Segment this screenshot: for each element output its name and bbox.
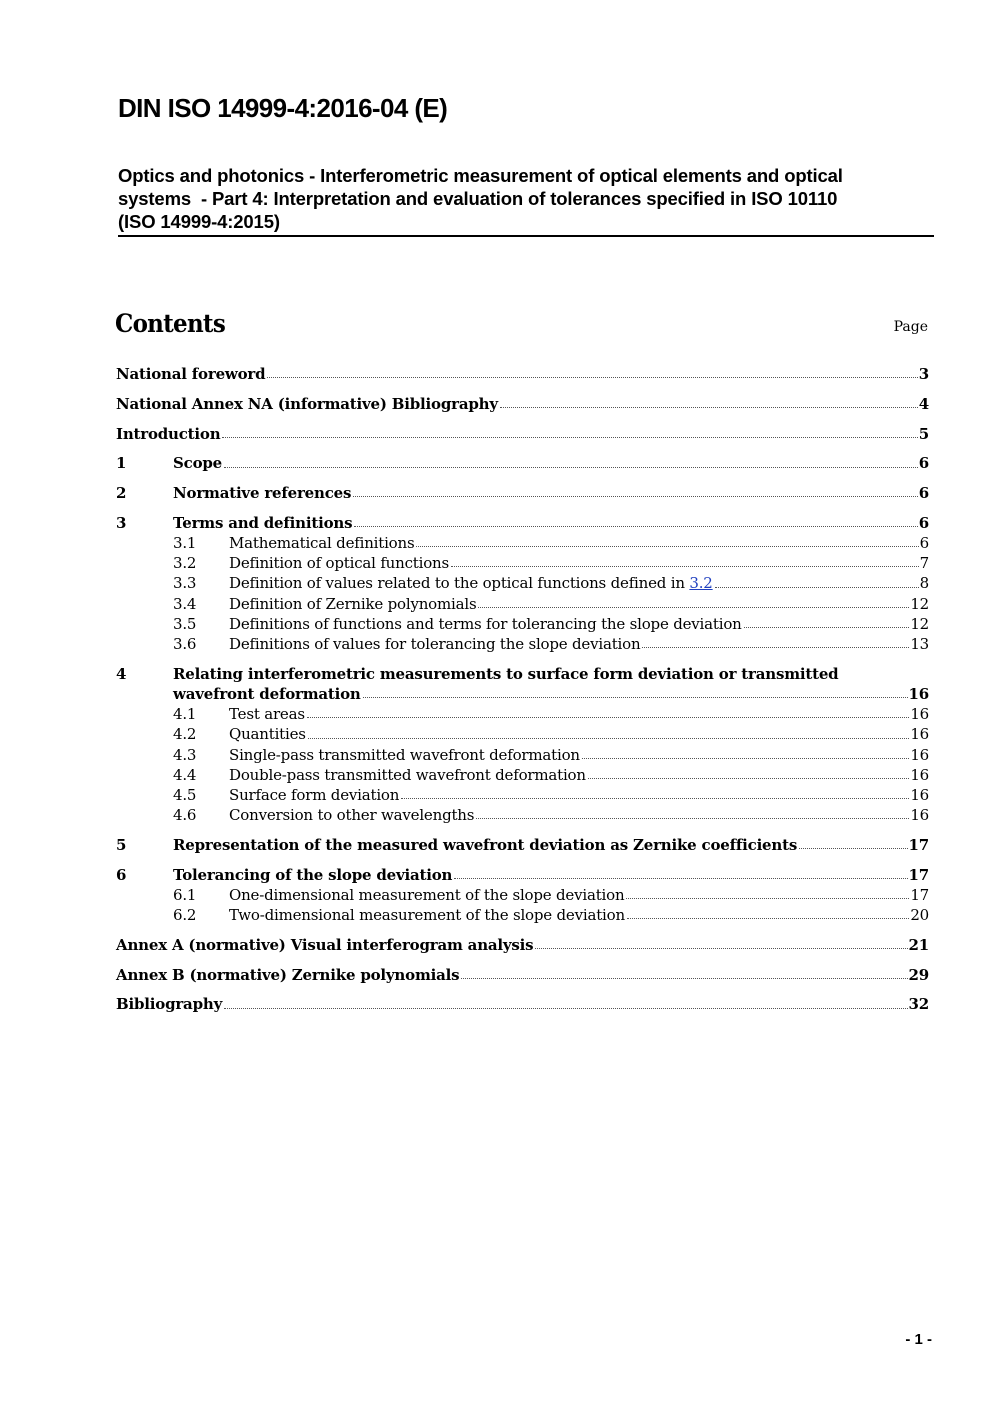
dot-leader — [224, 1008, 907, 1009]
toc-entry-3-terms-and-definitions[interactable] — [116, 513, 929, 533]
toc-entry-page: 32 — [908, 995, 929, 1014]
toc-entry-1-scope[interactable] — [116, 453, 929, 473]
toc-entry-page: 17 — [910, 885, 929, 904]
dot-leader — [715, 587, 919, 588]
dot-leader — [267, 377, 917, 378]
toc-entry-label: Definitions of values for tolerancing the slope deviation — [229, 635, 641, 654]
dot-leader — [454, 878, 907, 879]
toc-entry-label: Single-pass transmitted wavefront deformation — [229, 745, 580, 764]
dot-leader — [582, 758, 909, 759]
dot-leader — [500, 407, 918, 408]
toc-entry-3-3[interactable] — [116, 573, 929, 593]
toc-entry-label: Representation of the measured wavefront deviation as Zernike coefficients — [173, 835, 798, 854]
dot-leader — [626, 898, 909, 899]
toc-entry-page: 17 — [908, 835, 929, 854]
toc-entry-number: 1 — [116, 454, 127, 473]
toc-entry-label: Quantities — [229, 725, 306, 744]
toc-entry-4-3[interactable] — [116, 745, 929, 765]
toc-entry-bibliography[interactable] — [116, 994, 929, 1014]
document-id: DIN ISO 14999-4:2016-04 (E) — [118, 93, 448, 123]
toc-entry-page: 6 — [918, 454, 929, 473]
toc-entry-page: 21 — [908, 935, 929, 954]
toc-entry-label: Annex B (normative) Zernike polynomials — [116, 965, 460, 984]
table-of-contents — [116, 364, 929, 1015]
toc-entry-3-6[interactable] — [116, 634, 929, 654]
toc-entry-label-text: National Annex NA (informative) Bibliography — [116, 394, 498, 413]
toc-entry-number: 4.1 — [173, 705, 197, 724]
dot-leader — [535, 948, 907, 949]
toc-entry-label: Scope — [173, 454, 223, 473]
toc-entry-number: 3 — [116, 513, 127, 532]
toc-entry-label: Surface form deviation — [229, 785, 400, 804]
toc-entry-label: Bibliography — [116, 995, 223, 1014]
toc-entry-number: 4.2 — [173, 725, 197, 744]
dot-leader — [222, 437, 917, 438]
toc-entry-3-2[interactable] — [116, 553, 929, 573]
title-line-3: (ISO 14999-4:2015) — [118, 211, 280, 232]
toc-entry-label: Definitions of functions and terms for tolerancing the slope deviation — [229, 614, 742, 633]
toc-entry-label: Test areas — [229, 705, 305, 724]
toc-entry-page: 16 — [910, 705, 929, 724]
toc-entry-4-relating-measurements[interactable] — [116, 664, 929, 684]
toc-entry-annex-a[interactable] — [116, 935, 929, 955]
toc-entry-label — [229, 573, 713, 593]
dot-leader — [401, 798, 909, 799]
toc-entry-number: 3.5 — [173, 614, 197, 633]
toc-entry-page: 16 — [910, 745, 929, 764]
toc-entry-label: Terms and definitions — [173, 513, 353, 532]
toc-entry-page: 12 — [910, 594, 929, 613]
toc-entry-number: 5 — [116, 835, 127, 854]
toc-entry-page: 12 — [910, 614, 929, 633]
toc-entry-number: 6.2 — [173, 906, 197, 925]
toc-entry-4-5[interactable] — [116, 785, 929, 805]
toc-entry-label: Introduction — [116, 424, 221, 443]
toc-entry-label: One-dimensional measurement of the slope deviation — [229, 885, 625, 904]
toc-entry-page: 6 — [918, 484, 929, 503]
contents-heading: Contents — [115, 309, 226, 338]
dot-leader — [744, 627, 910, 628]
dot-leader — [354, 526, 917, 527]
toc-entry-4-6[interactable] — [116, 805, 929, 825]
toc-entry-6-1[interactable] — [116, 885, 929, 905]
toc-entry-number: 3.6 — [173, 635, 197, 654]
toc-entry-page: 29 — [908, 965, 929, 984]
toc-entry-page: 5 — [918, 424, 929, 443]
page-number: - 1 - — [905, 1331, 932, 1348]
toc-entry-number: 4.5 — [173, 785, 197, 804]
dot-leader — [642, 647, 909, 648]
toc-entry-3-5[interactable] — [116, 614, 929, 634]
dot-leader — [416, 546, 918, 547]
dot-leader — [224, 467, 918, 468]
toc-entry-4-4[interactable] — [116, 765, 929, 785]
dot-leader — [461, 978, 907, 979]
dot-leader — [476, 818, 909, 819]
dot-leader — [799, 848, 907, 849]
toc-entry-4-1[interactable] — [116, 704, 929, 724]
toc-entry-page: 16 — [910, 765, 929, 784]
toc-entry-label: Definition of Zernike polynomials — [229, 594, 477, 613]
toc-entry-label-line-1: Relating interferometric measurements to surface form deviation or transmitted — [173, 664, 839, 683]
toc-entry-label: wavefront deformation — [173, 685, 361, 703]
dot-leader — [353, 496, 918, 497]
toc-entry-5-representation[interactable] — [116, 835, 929, 855]
toc-entry-page: 20 — [910, 906, 929, 925]
toc-entry-3-1[interactable] — [116, 533, 929, 553]
toc-entry-page: 3 — [918, 365, 929, 383]
toc-entry-number: 6.1 — [173, 885, 197, 904]
toc-entry-number: 4.6 — [173, 806, 197, 825]
toc-entry-number: 3.2 — [173, 554, 197, 573]
dot-leader — [308, 738, 910, 739]
toc-entry-number: 4 — [116, 664, 127, 683]
toc-entry-national-annex-na[interactable] — [116, 394, 929, 414]
toc-entry-6-2[interactable] — [116, 905, 929, 925]
toc-entry-page: 16 — [910, 785, 929, 804]
toc-entry-national-foreword[interactable] — [116, 364, 929, 384]
toc-entry-page: 16 — [910, 725, 929, 744]
toc-entry-label: Tolerancing of the slope deviation — [173, 865, 453, 884]
toc-entry-page: 13 — [910, 635, 929, 654]
title-line-2: systems - Part 4: Interpretation and evaluation of tolerances specified in ISO 10110 — [118, 188, 838, 209]
dot-leader — [451, 566, 919, 567]
page-column-label: Page — [893, 319, 928, 335]
toc-entry-label — [116, 394, 498, 414]
toc-entry-introduction[interactable] — [116, 424, 929, 444]
dot-leader — [478, 607, 909, 608]
cross-reference-link[interactable]: 3.2 — [689, 574, 713, 593]
toc-entry-label: National foreword — [116, 365, 266, 383]
toc-entry-annex-b[interactable] — [116, 965, 929, 985]
toc-entry-label: Two-dimensional measurement of the slope deviation — [229, 906, 625, 925]
toc-entry-number: 3.3 — [173, 574, 197, 593]
toc-entry-number: 6 — [116, 865, 127, 884]
toc-entry-page: 16 — [908, 685, 929, 703]
toc-entry-3-4[interactable] — [116, 594, 929, 614]
toc-entry-label: Double-pass transmitted wavefront deformation — [229, 765, 586, 784]
dot-leader — [588, 778, 909, 779]
toc-entry-label: Conversion to other wavelengths — [229, 806, 475, 825]
dot-leader — [363, 697, 908, 698]
toc-entry-page: 7 — [919, 554, 929, 573]
toc-entry-label: Definition of optical functions — [229, 554, 450, 573]
toc-entry-4-2[interactable] — [116, 724, 929, 744]
dot-leader — [627, 918, 909, 919]
toc-entry-page: 6 — [919, 534, 929, 553]
toc-entry-page: 6 — [918, 513, 929, 532]
toc-entry-label-text: Definition of values related to the optical functions defined in — [229, 574, 690, 593]
toc-entry-page: 4 — [918, 394, 929, 413]
toc-entry-number: 4.4 — [173, 765, 197, 784]
toc-entry-label: Annex A (normative) Visual interferogram analysis — [116, 935, 534, 954]
dot-leader — [307, 717, 909, 718]
toc-entry-page: 16 — [910, 806, 929, 825]
toc-entry-number: 2 — [116, 484, 127, 503]
toc-entry-number: 3.1 — [173, 534, 197, 553]
toc-entry-4-continuation[interactable] — [116, 684, 929, 704]
toc-entry-page: 17 — [908, 865, 929, 884]
document-title — [118, 164, 934, 237]
toc-entry-label: Mathematical definitions — [229, 534, 415, 553]
toc-entry-page: 8 — [919, 574, 929, 593]
toc-entry-label: Normative references — [173, 484, 352, 503]
toc-entry-number: 4.3 — [173, 745, 197, 764]
title-line-1: Optics and photonics - Interferometric measurement of optical elements and optical — [118, 165, 843, 186]
toc-entry-6-tolerancing[interactable] — [116, 865, 929, 885]
toc-entry-number: 3.4 — [173, 594, 197, 613]
toc-entry-2-normative-references[interactable] — [116, 483, 929, 503]
